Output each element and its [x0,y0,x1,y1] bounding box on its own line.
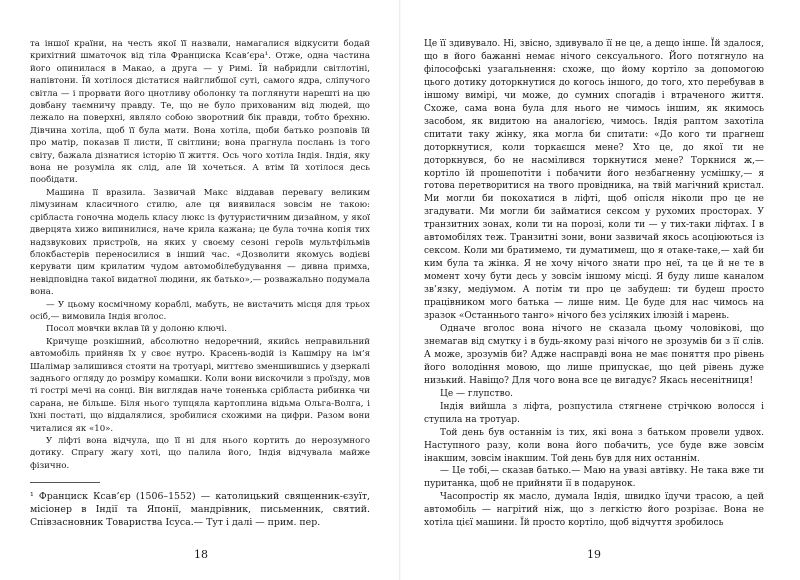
paragraph: Це її здивувало. Ні, звісно, здивувало її не це, а дещо інше. Їй здалося, що в його бажанні немає нічого сексуального. Його потягнуло на філософські узагальнення: схоже, що йому кортіло за допомогою цього дотику доторкнутися до когось іншого, до того, хто перебував в іншому вимірі, чи може, до сумних спогадів і втраченого життя. Схоже, сама вона була для нього не чимось іншим, як якимось засобом, як видитою на аналогією, чимось. Індія раптом захотіла спитати таку жінку, яка могла би спитати: «До кого ти прагнеш доторкнутися, коли торкаєшся мене? Хто це, до якої ти не доторкнувся, бо не насмілився торкнутися мене? Торкнися ж,— кортіло їй прошепотіти і побачити його незбагненну усмішку,— я готова перетворитися на твого провідника, на твій магічний кристал. Ми могли би покохатися в ліфті, щоб опісля ніколи про це не згадувати. Ми могли би займатися сексом у рухомих просторах. У транзитних зонах, коли ти на порозі, коли ти — у тих-таки ліфтах. І в автомобілях теж. Транзитні зони, вони зазвичай якось асоціюються із сексом. Коли ми братимемо, ти думатимеш, що я отаке-таке,— хай би ким була та жінка. Я не хочу нічого знати про неї, та це й не те в момент хочу бути десь у зовсім іншому місці. Я буду лише каналом зв’язку, медіумом. А потім ти про це забудеш: ти будеш просто працівником мого батька — лише ним. Це буде для нас чимось на зразок «Останнього танго» нічого без усіляких ілюзій і марень. [424,39,764,322]
paragraph: — Це тобі,— сказав батько.— Маю на увазі автівку. Не така вже ти пуританка, щоб не прийняти її в подарунок. [424,466,764,490]
paragraph: Індія вийшла з ліфта, розпустила стягнене стрічкою волосся і ступила на тротуар. [424,401,764,425]
left-page [30,38,370,472]
paragraph: У ліфті вона відчула, що її ні для нього кортить до нерозумного дотику. Спрагу жагу хоті, що палила його, Індія відчувала майже фізично. [30,436,370,471]
paragraph: Це — глупство. [440,388,513,399]
page-gutter [399,0,401,580]
right-page [424,38,764,530]
paragraph: Посол мовчки вклав їй у долоню ключі. [46,324,227,335]
paragraph: Одначе вголос вона нічого не сказала цьому чоловікові, що знемагав від смутку і в будь-якому разі нічого не зрозумів би з її слів. А може, зрозумів би? Адже насправді вона не має поняття про рівень його володіння мовою, що лише припускає, що цей рівень дуже низький. Навіщо? Для чого вона все це вигадує? Якась несенітниця! [424,323,764,386]
paragraph: та іншої країни, на честь якої її назвали, намагалися відкусити бодай крихітний шматочок від тіла Франциска Ксав’єра¹. Отже, одна частина його опинилася в Макао, а друга — у Римі. Їй набридли світлотіні, напівтони. Їй хотілося дістатися найглибшої суті, самого ядра, сліпучого світла — і прорвати його цнотливу оболонку та поглянути нарешті на цю довбану таємничу правду. Те, що не було прихованим від людей, що лежало на поверхні, являло собою зворотний бік правди, тобто брехню. Дівчина хотіла, щоб її була мати. Вона хотіла, щоби батько розповів їй про матір, показав її листи, її світлини; вона прагнула послань із того світу, бажала дізнатися історію її життя. Ось чого хотіла Індія. Індія, яку вона не розуміла як слід, але їй хочеться. А втім їй хотілося десь пообідати. [30,39,370,186]
paragraph: Часопростір як масло, думала Індія, швидко їдучи трасою, а цей автомобіль — нагрітий ніж, що з легкістю його розрізає. Вона не хотіла цієї машини. Їй просто кортіло, щоб відчуття зробилось [424,492,764,529]
paragraph: Машина її вразила. Зазвичай Макс віддавав перевагу великим лімузинам класичного стилю, але ця виявилася зовсім не такою: сріблаcта гоночна модель класу люкс із футуристичним дизайном, у якої дверцята хижо випинилися, наче крила кажана; це була точна копія тих надзвукових пристроїв, на яких у своєму сезоні героїв мультфільмів блокбастерів переносилися в інший час. «Дозволити якомусь водієві керувати цим крилатим чудом автомобілебудування — дивна примха, невідповідна такої видатної людини, як батько»,— розважально подумала вона. [30,187,370,298]
page-number-right: 19 [587,548,601,561]
paragraph: Той день був останнім із тих, які вона з батьком провели удвох. Наступного разу, коли вона його побачить, усе буде вже зовсім інакшим, зовсім інакшим. Той день був для них останнім. [424,427,764,464]
paragraph: Кричуще розкішний, абсолютно недоречний, якийсь неправильний автомобіль прийняв їх у своє нутро. Красень-водій із Кашміру на ім’я Шалімар залишився стояти на тротуарі, миттєво зменшившись у дзеркалі заднього огляду до розміру комашки. Коли вони вискочили з проїзду, мов ті гострі мечі на сонці. Він виглядав наче тоненька сріблаcта рибинка чи сарана, не більше. Біля нього тупцяла картоплина відьма Ольга-Волга, і їхні постаті, що віддалялися, зробилися схожими на цифри. Разом вони читалися як «10». [30,336,370,434]
paragraph: — У цьому космічному кораблі, мабуть, не вистачить місця для трьох осіб,— вимовила Індія вголос. [30,299,370,322]
page-number-left: 18 [194,548,208,561]
footnote: ¹ Франциск Ксав’єр (1506–1552) — католицький священник-єзуїт, місіонер в Індії та Японії, мандрівник, письменник, святий. Співзасновник Товариства Ісуса.— Тут і далі — прим. пер. [30,491,370,529]
footnote-divider [30,482,100,483]
